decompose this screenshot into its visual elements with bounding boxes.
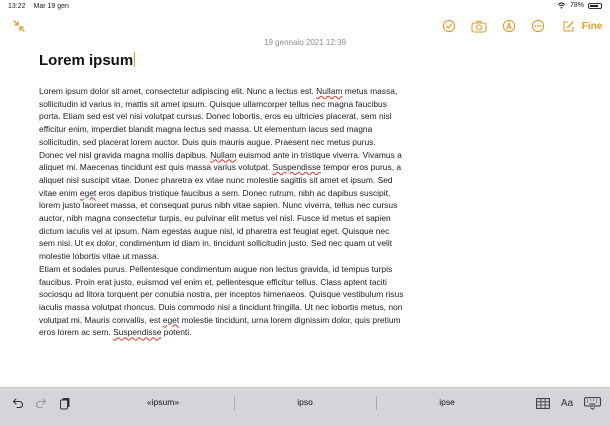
hide-keyboard-button[interactable] [582, 395, 602, 411]
undo-button[interactable] [9, 395, 27, 411]
keyboard-shortcut-bar [0, 387, 610, 425]
checklist-icon [442, 19, 456, 33]
note-date: 19 gennaio 2021 12:39 [264, 38, 346, 47]
note-toolbar [0, 14, 610, 38]
note-title-text: Lorem ipsum [39, 52, 134, 69]
more-ellipsis-icon [531, 19, 545, 33]
suggestion-item[interactable]: ipse [439, 397, 455, 407]
wifi-icon [557, 2, 566, 9]
camera-button[interactable] [469, 17, 489, 35]
clipboard-button[interactable] [56, 395, 74, 411]
collapse-arrows-icon [12, 19, 26, 33]
new-note-button[interactable] [560, 17, 576, 35]
suggestion-item[interactable]: ipso [297, 397, 313, 407]
note-body[interactable] [39, 85, 405, 339]
more-button[interactable] [529, 17, 547, 35]
status-bar [0, 0, 610, 12]
format-button[interactable]: Aa [560, 397, 574, 409]
table-button[interactable] [534, 395, 552, 411]
done-button[interactable]: Fine [581, 20, 603, 32]
note-paragraph: Etiam et sodales purus. Pellentesque condimentum augue non lectus gravida, id tempus turpis faucibus. Proin erat justo, euismod vel enim et, pellentesque efficitur tellus. Class aptent taciti sociosqu ad litora torquent per conubia nostra, per inceptos himenaeos. Quisque vestibulum risus iaculis massa volutpat rhoncus. Duis commodo nisi a tincidunt fringilla. Ut nec lobortis metus, non volutpat mi. Mauris convallis, est eget molestie tincidunt, urna lorem dignissim dolor, quis pretium eros lorem ac sem. Suspendisse potenti. [39, 263, 404, 338]
redo-icon [35, 397, 47, 409]
keyboard-hide-icon [584, 397, 601, 410]
redo-button[interactable] [32, 395, 50, 411]
note-paragraph: Lorem ipsum dolor sit amet, consectetur adipiscing elit. Nunc a lectus est. Nullam metus massa, sollicitudin id varius in, mattis sit amet ipsum. Quisque ullamcorper tellus nec magna faucibus porta. Etiam sed est vel nisi volutpat cursus. Donec lobortis, eros eu ultricies placerat, sem nisl efficitur enim, imperdiet blandit magna lectus sed massa. Ut elementum lacus sed magna sollicitudin, sed placerat lorem auctor. Duis quis mauris augue. Praesent nec metus purus. [39, 86, 398, 147]
status-date: Mar 19 gen [33, 3, 69, 10]
note-paragraph: Donec vel nisl gravida magna mollis dapibus. Nullam euismod ante in tristique viverra. Vivamus a aliquet mi. Maecenas tincidunt est quis massa varius volutpat. Suspendisse tempor eros purus, a aliquet nisl suscipit vitae. Donec pharetra ex vitae nunc molestie sagittis sit amet et ipsum. Sed vitae enim eget eros dapibus tristique faucibus a sem. Donec rutrum, nibh ac dapibus suscipit, lorem justo laoreet massa, et consequat purus nibh vitae sapien. Nunc viverra, tellus nec cursus auctor, nibh magna consectetur turpis, eu pulvinar elit metus vel nisl. Fusce id metus et sapien dictum iaculis vel at ipsum. Nam egestas augue nisl, id pharetra est feugiat eget. Quisque nec sem nisi. Ut ex dolor, condimentum id diam in, tincidunt sollicitudin justo. Sed nec quam ut velit molestie lobortis vitae ut massa. [39, 149, 402, 262]
camera-icon [471, 20, 487, 33]
suggestion-divider [234, 396, 235, 410]
text-cursor [134, 52, 135, 67]
collapse-button[interactable] [10, 17, 28, 35]
battery-percent: 78% [569, 2, 584, 9]
battery-icon [588, 3, 602, 9]
suggestion-item[interactable]: «ipsum» [146, 397, 180, 407]
table-icon [536, 398, 550, 409]
clipboard-icon [59, 397, 71, 410]
markup-button[interactable] [500, 17, 518, 35]
markup-pen-icon [502, 19, 516, 33]
compose-icon [562, 20, 575, 33]
checklist-button[interactable] [440, 17, 458, 35]
undo-icon [12, 397, 24, 409]
status-time: 13:22 [8, 3, 26, 10]
suggestion-divider [376, 396, 377, 410]
note-title[interactable] [39, 52, 135, 69]
